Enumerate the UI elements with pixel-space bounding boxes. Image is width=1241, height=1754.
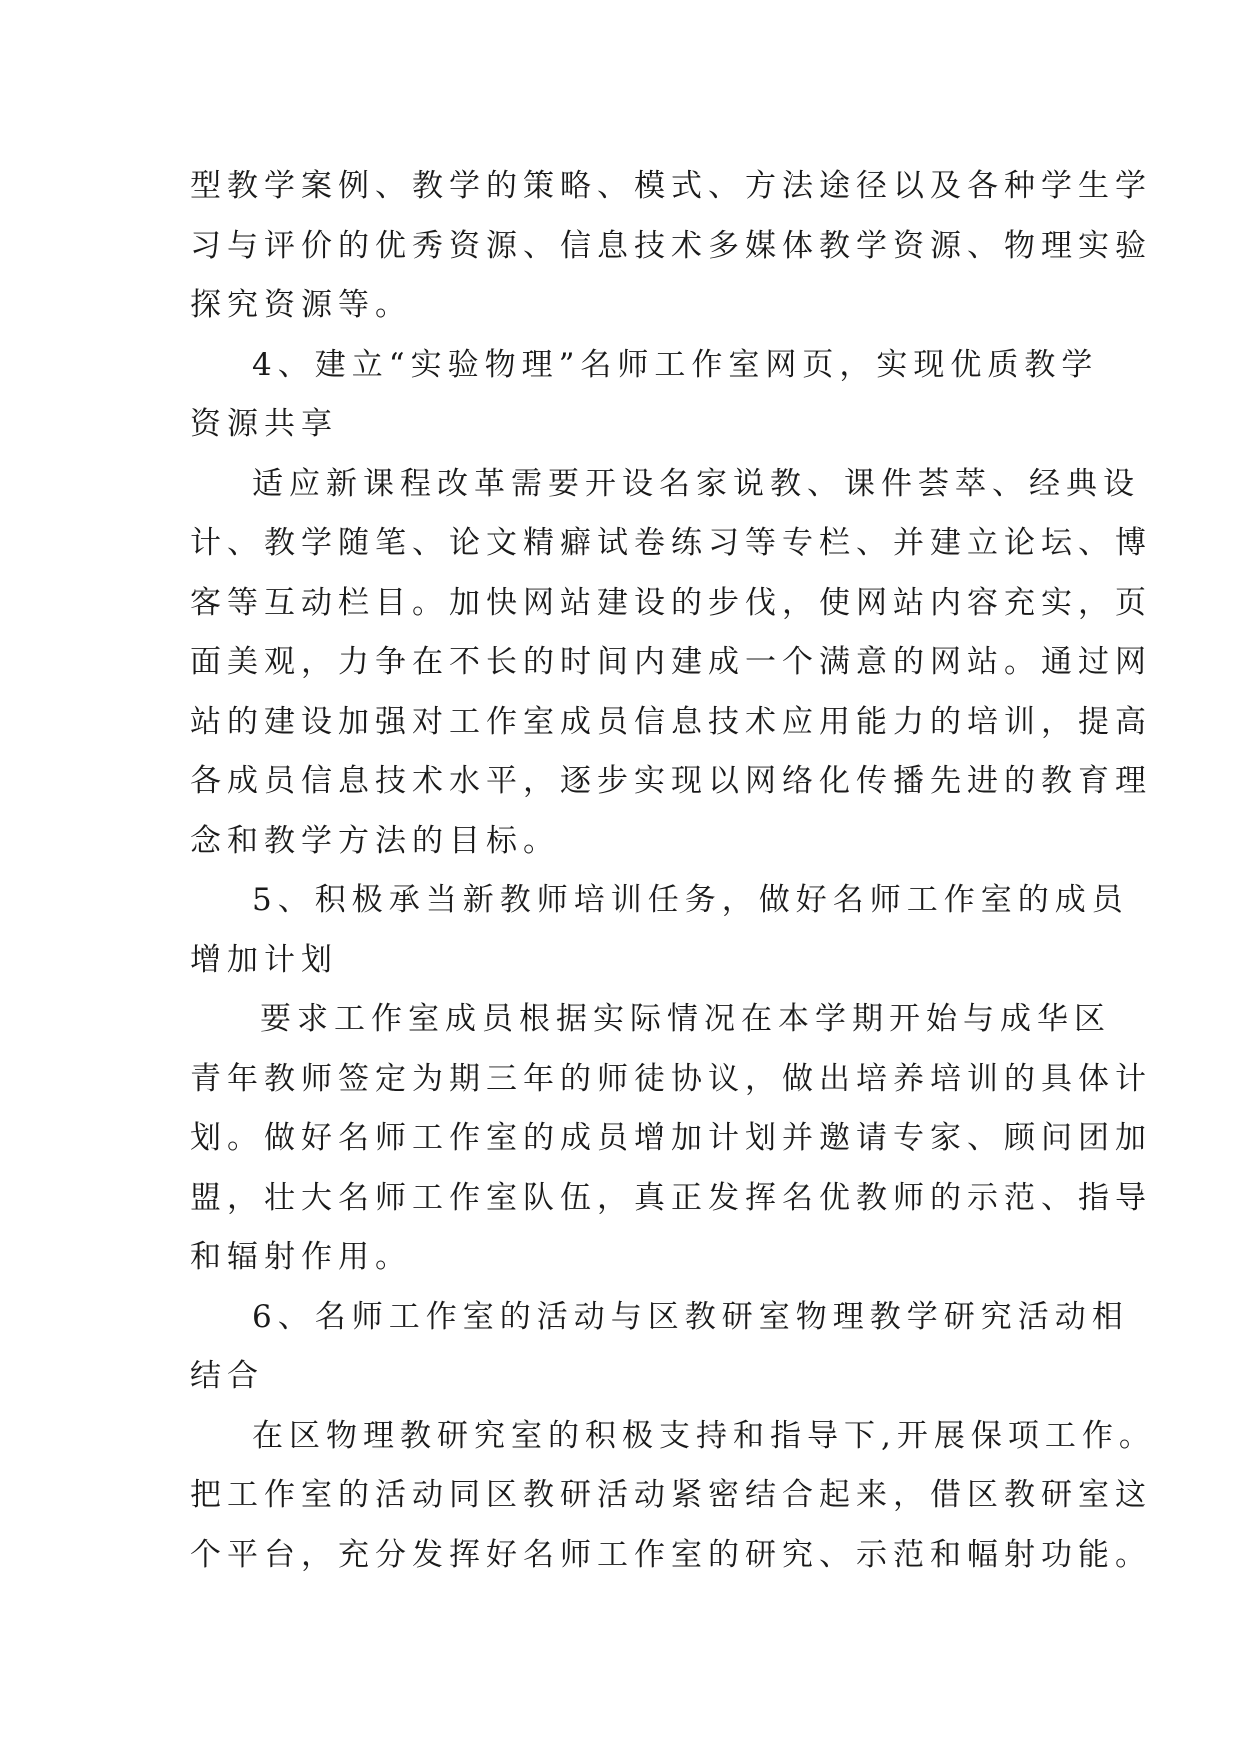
paragraph-line: 把工作室的活动同区教研活动紧密结合起来，借区教研室这 <box>190 1477 1152 1513</box>
paragraph-line: 探究资源等。 <box>190 287 412 323</box>
section-heading-5: 5、积极承当新教师培训任务，做好名师工作室的成员 <box>252 882 1129 918</box>
paragraph-line: 习与评价的优秀资源、信息技术多媒体教学资源、物理实验 <box>190 227 1152 264</box>
section-heading-6-cont: 结合 <box>190 1358 264 1394</box>
section-heading-5-cont: 增加计划 <box>190 941 338 978</box>
paragraph-line: 计、教学随笔、论文精癖试卷练习等专栏、并建立论坛、博 <box>190 525 1152 561</box>
paragraph-line: 客等互动栏目。加快网站建设的步伐，使网站内容充实，页 <box>190 584 1152 621</box>
paragraph-line: 各成员信息技术水平，逐步实现以网络化传播先进的教育理 <box>190 763 1152 799</box>
paragraph-line: 个平台，充分发挥好名师工作室的研究、示范和幅射功能。 <box>190 1536 1152 1573</box>
paragraph-line: 面美观，力争在不长的时间内建成一个满意的网站。通过网 <box>190 644 1152 680</box>
paragraph-line: 型教学案例、教学的策略、模式、方法途径以及各种学生学 <box>190 168 1152 204</box>
paragraph-line: 适应新课程改革需要开设名家说教、课件荟萃、经典设 <box>252 465 1140 502</box>
paragraph-line: 和辐射作用。 <box>190 1239 412 1275</box>
paragraph-line: 盟，壮大名师工作室队伍，真正发挥名优教师的示范、指导 <box>190 1179 1152 1216</box>
paragraph-line: 在区物理教研究室的积极支持和指导下,开展保项工作。 <box>252 1417 1156 1454</box>
section-heading-4: 4、建立“实验物理”名师工作室网页，实现优质教学 <box>252 346 1099 383</box>
paragraph-line: 划。做好名师工作室的成员增加计划并邀请专家、顾问团加 <box>190 1120 1152 1156</box>
paragraph-line: 站的建设加强对工作室成员信息技术应用能力的培训，提高 <box>190 703 1152 740</box>
paragraph-line: 青年教师签定为期三年的师徒协议，做出培养培训的具体计 <box>190 1060 1152 1097</box>
document-body <box>190 157 1156 1585</box>
section-heading-4-cont: 资源共享 <box>190 406 338 442</box>
paragraph-line: 要求工作室成员根据实际情况在本学期开始与成华区 <box>260 1001 1111 1037</box>
paragraph-line: 念和教学方法的目标。 <box>190 822 560 859</box>
section-heading-6: 6、名师工作室的活动与区教研室物理教学研究活动相 <box>252 1298 1129 1335</box>
